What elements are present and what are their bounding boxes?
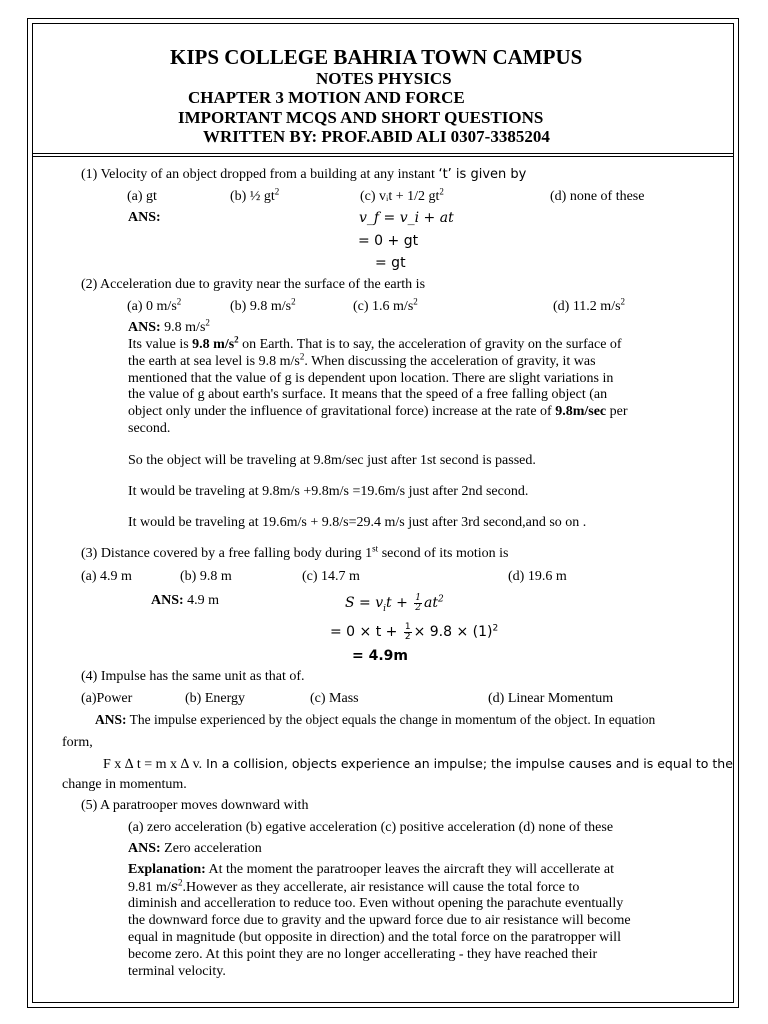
q2-option-b: (b) 9.8 $m/s^2$ [230,296,296,314]
q1-ans-label: ANS: [128,210,161,225]
q2-explanation-line-6: second. [128,421,171,436]
topic-title: IMPORTANT MCQS AND SHORT QUESTIONS [178,108,544,127]
q5-answer: ANS: Zero acceleration [128,841,262,856]
q2-option-c: (c) 1.6 $m/s^2$ [353,296,418,314]
q2-question: (2) Acceleration due to gravity near the surface of the earth is [81,277,426,292]
q4-formula-continuation: change in momentum. [62,777,187,792]
q4-question: (4) Impulse has the same unit as that of. [81,669,305,684]
q3-equation-2: = 0 × t + $\frac{1}{2}$ × $9.8 \times (1)^2$ [330,621,499,642]
notes-subtitle: NOTES PHYSICS [316,69,452,88]
q1-question: (1) Velocity of an object dropped from a building at any instant ‘t’ is given by [81,167,527,182]
q3-equation-1: $S = v_it$ + $\frac{1}{2}$ $at^2$ [345,592,444,614]
q3-answer: ANS: 4.9 m [151,593,220,608]
q2-explanation-line-4: the value of g about earth's surface. It means that the speed of a free falling object (an [128,387,608,402]
q5-explanation-line-4: the downward force due to gravity and the upward force due to air resistance will become [128,913,631,928]
q1-equation-3: = gt [375,255,406,271]
q2-speed-after-2s: It would be traveling at 9.8m/s +9.8m/s =19.6m/s just after 2nd second. [128,484,529,499]
q3-question: (3) Distance covered by a free falling body during 1st second of its motion is [81,543,509,561]
q2-option-d: (d) 11.2 $m/s^2$ [553,296,626,314]
q1-equation-1: v_f = v_i + at [359,210,454,226]
q5-question: (5) A paratrooper moves downward with [81,798,309,813]
q2-explanation-line-2: the earth at sea level is 9.8 $m/s^2$. When discussing the acceleration of gravity, it was [128,351,596,369]
q4-answer-line-1: ANS: The impulse experienced by the object equals the change in momentum of the object. In equation [95,712,656,727]
q5-explanation-line-3: diminish and accelleration to reduce too. Even without opening the parachute eventually [128,896,624,911]
q3-option-b: (b) 9.8 m [180,569,232,584]
q1-option-d: (d) none of these [550,189,645,204]
q1-equation-2: = 0 + gt [358,233,419,249]
q3-option-c: (c) 14.7 m [302,569,360,584]
q2-answer: ANS: 9.8 $m/s^2$ [128,317,210,335]
author-line: WRITTEN BY: PROF.ABID ALI 0307-3385204 [203,127,550,146]
q4-answer-line-2: form, [62,735,93,750]
q5-explanation-line-6: become zero. At this point they are no longer accellerating - they have reached their [128,947,598,962]
q5-explanation-line-5: equal in magnitude (but opposite in direction) and the total force on the paratropper will [128,930,621,945]
q3-option-a: (a) 4.9 m [81,569,132,584]
q1-option-c: (c) vᵢt + 1/2 $gt^2$ [360,186,444,204]
header-rule-bottom [32,156,734,157]
q4-formula-line: F x ∆ t = m x ∆ v. In a collision, objects experience an impulse; the impulse causes and is equal to the [103,756,733,772]
q2-explanation-line-3: mentioned that the value of g is dependent upon location. There are slight variations in [128,371,614,386]
q2-explanation-line-5: object only under the influence of gravitational force) increase at the rate of 9.8m/sec per [128,404,628,419]
q4-option-b: (b) Energy [185,691,245,706]
q1-option-b: (b) ½ $gt^2$ [230,186,280,204]
q4-option-d: (d) Linear Momentum [488,691,614,706]
q3-equation-3: = 4.9m [352,648,408,664]
q2-speed-after-3s: It would be traveling at 19.6m/s + 9.8/s=29.4 m/s just after 3rd second,and so on . [128,515,587,530]
half-fraction: $\frac{1}{2}$ [415,592,422,613]
q4-option-c: (c) Mass [310,691,359,706]
q5-explanation-line-2: 9.81 $m/s^2.However$ as they accellerate, air resistance will cause the total force to [128,877,580,895]
header-rule-top [32,153,734,154]
half-fraction: $\frac{1}{2}$ [404,621,411,642]
q5-explanation-line-1: Explanation: At the moment the paratrooper leaves the aircraft they will accellerate at [128,862,614,877]
q3-option-d: (d) 19.6 m [508,569,567,584]
q2-speed-after-1s: So the object will be traveling at 9.8m/sec just after 1st second is passed. [128,453,536,468]
college-title: KIPS COLLEGE BAHRIA TOWN CAMPUS [170,45,583,69]
q5-options: (a) zero acceleration (b) egative acceleration (c) positive acceleration (d) none of these [128,820,614,835]
q1-option-a: (a) gt [127,189,157,204]
q4-option-a: (a)Power [81,691,133,706]
q2-option-a: (a) 0 $m/s^2$ [127,296,182,314]
q5-explanation-line-7: terminal velocity. [128,964,226,979]
chapter-title: CHAPTER 3 MOTION AND FORCE [188,88,465,107]
q2-explanation-line-1: Its value is 9.8 $m/s^2$ on Earth. That is to say, the acceleration of gravity on the surface of [128,334,622,352]
